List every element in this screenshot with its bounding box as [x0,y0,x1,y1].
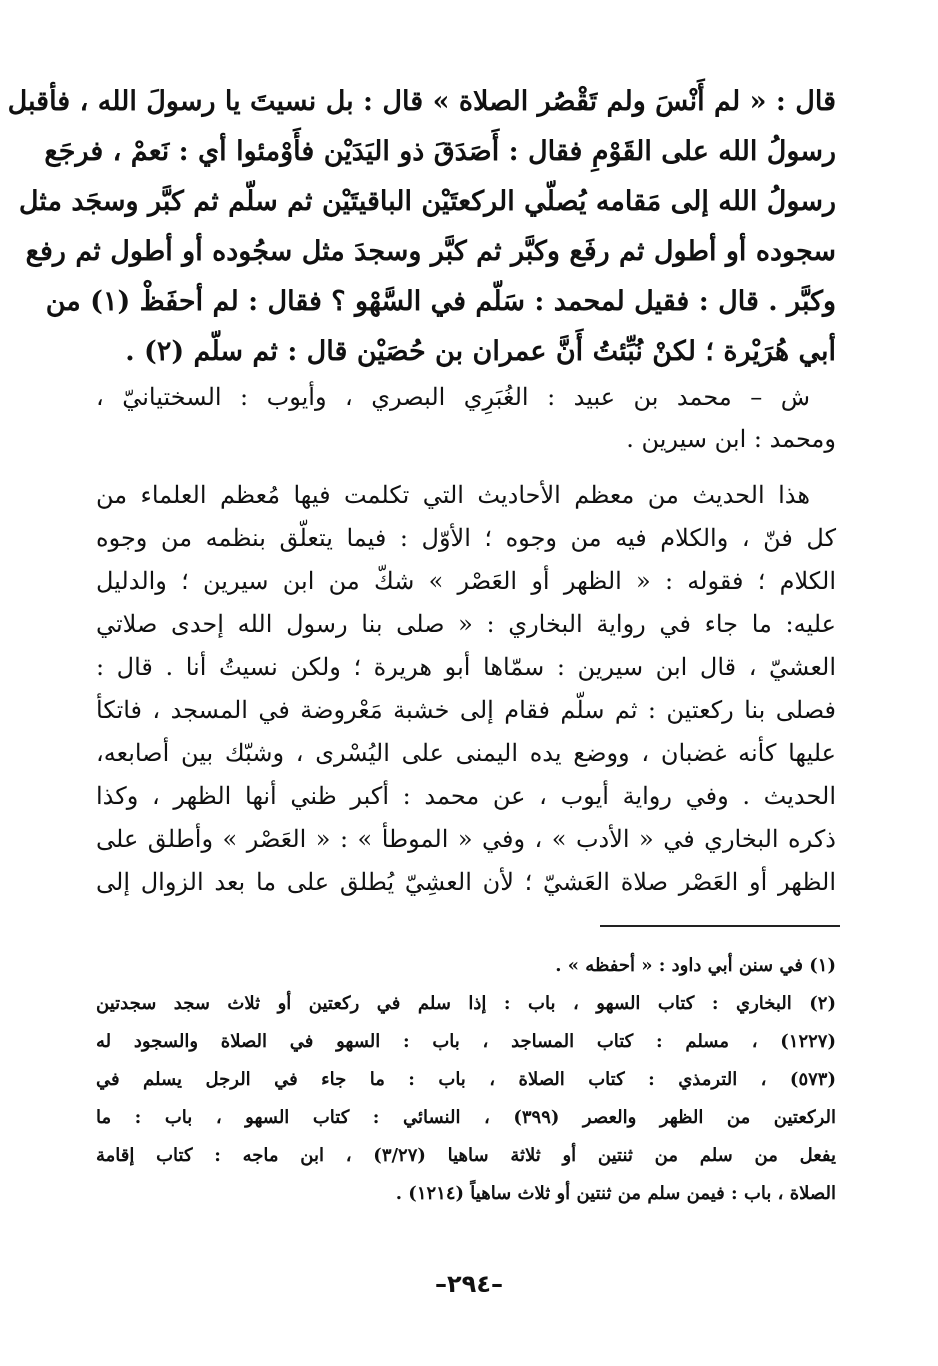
commentary-paragraph [96,474,836,914]
footnote-2-line: الركعتين من الظهر والعصر (٣٩٩) ، النسائي : كتاب السهو ، باب : ما [96,1107,836,1128]
hadith-text [7,78,836,378]
commentary-line: عليها كأنه غضبان ، ووضع يده اليمنى على اليُسْرى ، وشبّك بين أصابعه، [96,739,836,767]
hadith-line: وكبَّر . قال : فقيل لمحمد : سَلّم في السَّهْو ؟ فقال : لم أحفَظْ (١) من [45,286,836,317]
footnote-2-line: يفعل من سلم من ثنتين أو ثلاثة ساهيا (٣/٢٧) ، ابن ماجه : كتاب إقامة [96,1145,837,1166]
hadith-line: رسولُ الله على القَوْمِ فقال : أَصَدَقَ ذو اليَدَيْن فأَوْمئوا أي : نَعمْ ، فرجَع [44,136,836,167]
commentary-line: ذكره البخاري في « الأدب » ، وفي « الموطأ » : « العَصْر » وأطلق على [96,825,836,853]
commentary-line: كل فنّ ، والكلام فيه من وجوه ؛ الأوّل : فيما يتعلّق بنظمه من وجوه [96,524,836,552]
commentary-line: عليه: ما جاء في رواية البخاري : « صلى بنا رسول الله إحدى صلاتي [96,610,836,638]
footnote-2-line: الصلاة ، باب : فيمن سلم من ثنتين أو ثلاث ساهياً (١٢١٤) . [395,1183,836,1204]
footnote-2-line: (٢) البخاري : كتاب السهو ، باب : إذا سلم في ركعتين أو ثلاث سجد سجدتين [96,993,836,1014]
sharh-paragraph [96,376,836,466]
footnote-separator [600,925,840,927]
commentary-line: هذا الحديث من معظم الأحاديث التي تكلمت فيها مُعظم العلماء من [96,481,810,509]
sharh-line: ش – محمد بن عبيد : الغُبَرِي البصري ، وأيوب : السختيانيّ ، [96,383,810,411]
commentary-line: العشيّ ، قال ابن سيرين : سمّاها أبو هريرة ؛ ولكن نسيتُ أنا . قال : [96,653,836,681]
hadith-line: سجوده أو أطول ثم رفَع وكبَّر ثم كبَّر وسجدَ مثل سجُوده أو أطول ثم رفع [25,236,836,267]
hadith-line: أبي هُرَيْرة ؛ لكنْ نُبِّئتُ أَنَّ عمران بن حُصَيْن قال : ثم سلّم (٢) . [125,336,836,367]
page-number: –٢٩٤– [435,1270,503,1298]
commentary-line: الحديث . وفي رواية أيوب ، عن محمد : أكبر ظني أنها الظهر ، وكذا [96,782,836,810]
commentary-line: فصلى بنا ركعتين : ثم سلّم فقام إلى خشبة مَعْروضة في المسجد ، فاتكأ [96,696,836,724]
commentary-line: الكلام ؛ فقوله : « الظهر أو العَصْر » شكّ من ابن سيرين ؛ والدليل [96,567,836,595]
commentary-line: الظهر أو العَصْر صلاة العَشيّ ؛ لأن العشِيّ يُطلق على ما بعد الزوال إلى [96,868,836,896]
sharh-line: ومحمد : ابن سيرين . [626,425,836,453]
hadith-line: قال : « لم أَنْسَ ولم تَقْصُر الصلاة » قال : بل نسيتَ يا رسولَ الله ، فأقبل [7,86,836,117]
footnote-2-line: (٥٧٣) ، الترمذي : كتاب الصلاة ، باب : ما جاء في الرجل يسلم في [96,1069,836,1090]
hadith-line: رسولُ الله إلى مَقامه يُصلّي الركعتَيْن الباقيتَيْن ثم سلّم ثم كبَّر وسجَد مثل [18,186,836,217]
footnote-1: (١) في سنن أبي داود : « أحفظه » . [555,955,836,976]
footnote-2-line: (١٢٢٧) ، مسلم : كتاب المساجد ، باب : السهو في الصلاة والسجود له [96,1031,836,1052]
footnotes [96,948,836,1228]
